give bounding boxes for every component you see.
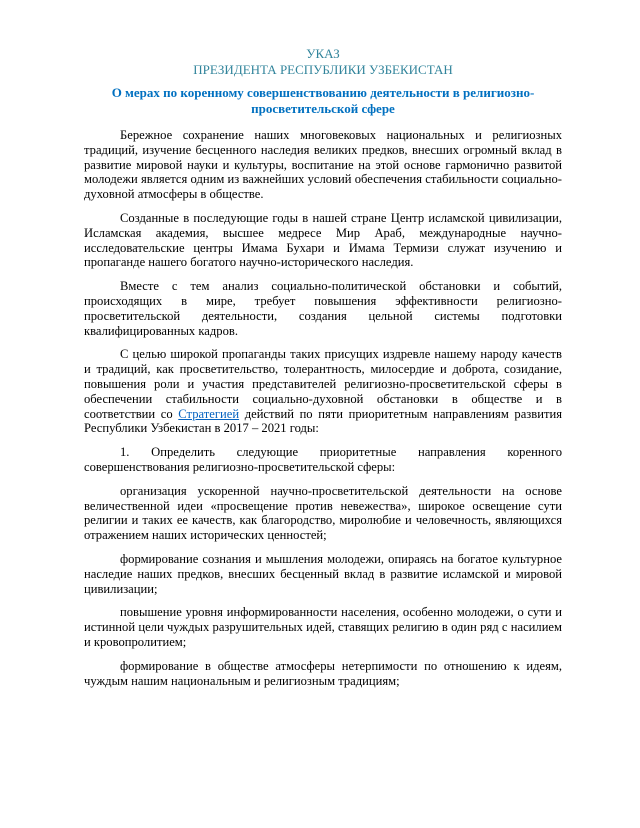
- paragraph-9: формирование в обществе атмосферы нетерпимости по отношению к идеям, чуждым нашим национальным и религиозным традициям;: [84, 658, 562, 688]
- strategy-link[interactable]: Стратегией: [178, 406, 240, 421]
- paragraph-5: 1. Определить следующие приоритетные направления коренного совершенствования религиозно-просветительской сферы:: [84, 445, 562, 474]
- paragraph-4-text-after: действий по пяти приоритетным направлениям развития Республики Узбекистан в 2017 – 2021 годы:: [84, 406, 563, 436]
- document-title: [84, 46, 562, 78]
- paragraph-1: Бережное сохранение наших многовековых национальных и религиозных традиций, изучение бесценного наследия великих предков, внесших огромный вклад в развитие мировой науки и культуры, воспитание на этой основе гармонично развитой молодежи является одним из важнейших условий обеспечения стабильности социально-духовной атмосферы в обществе.: [84, 128, 562, 202]
- paragraph-3: Вместе с тем анализ социально-политической обстановки и событий, происходящих в мире, требует повышения эффективности религиозно-просветительской деятельности, создания цельной системы подготовки квалифицированных кадров.: [84, 279, 562, 338]
- title-line-1: УКАЗ: [306, 46, 340, 61]
- paragraph-8: повышение уровня информированности населения, особенно молодежи, о сути и истинной цели чуждых разрушительных идей, ставящих религию в один ряд с насилием и кровопролитием;: [84, 605, 562, 649]
- paragraph-4-text-before: С целью широкой пропаганды таких присущих издревле нашему народу качеств и традиций, как просветительство, толерантность, милосердие и доброта, созидание, повышения роли и участия представителей религиозно-просветительской сферы в обеспечении стабильности социально-духовной обстановки в обществе и в соответствии со: [84, 347, 562, 421]
- paragraph-2: Созданные в последующие годы в нашей стране Центр исламской цивилизации, Исламская академия, высшее медресе Мир Араб, международные научно-исследовательские центры Имама Бухари и Имама Термизи служат изучению и пропаганде нашего богатого научно-исторического наследия.: [84, 210, 562, 270]
- paragraph-7: формирование сознания и мышления молодежи, опираясь на богатое культурное наследие наших предков, внесших бесценный вклад в развитие исламской и мировой цивилизации;: [84, 551, 562, 596]
- paragraph-6: организация ускоренной научно-просветительской деятельности на основе величественной идеи «просвещение против невежества», широкое освещение сути религии и таких ее качеств, как благородство, миролюбие и человечность, являющихся отражением наших исторических ценностей;: [84, 483, 562, 543]
- paragraph-4: [84, 347, 562, 436]
- document-subtitle: О мерах по коренному совершенствованию деятельности в религиозно-просветительской сфере: [111, 85, 535, 116]
- title-line-2: ПРЕЗИДЕНТА РЕСПУБЛИКИ УЗБЕКИСТАН: [193, 62, 453, 77]
